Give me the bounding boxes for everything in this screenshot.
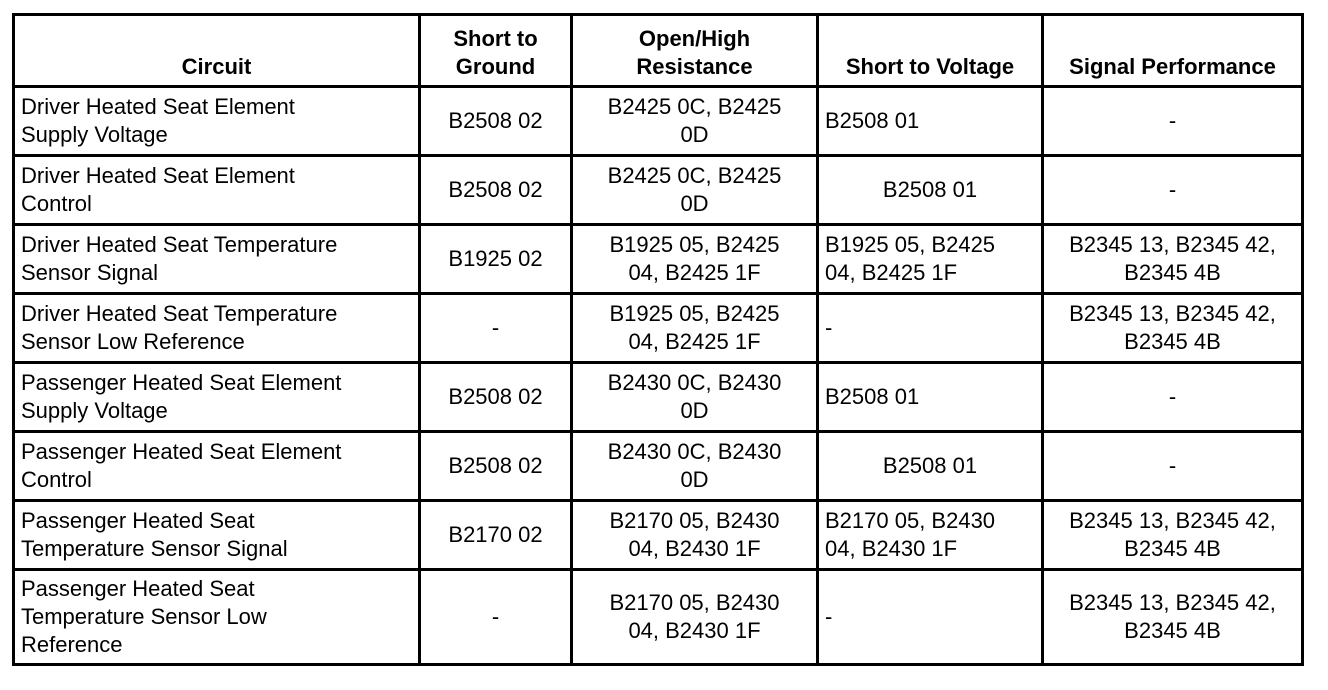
signal-performance-cell: - (1043, 156, 1303, 225)
dtc-circuit-table (12, 13, 1304, 666)
short-to-ground-cell: - (420, 294, 572, 363)
table-row (14, 570, 1303, 665)
table-row (14, 87, 1303, 156)
table-row (14, 156, 1303, 225)
signal-performance-cell: B2345 13, B2345 42, B2345 4B (1043, 225, 1303, 294)
short-to-voltage-cell: B2170 05, B2430 04, B2430 1F (818, 501, 1043, 570)
signal-performance-cell: B2345 13, B2345 42, B2345 4B (1043, 501, 1303, 570)
short-to-voltage-cell: - (818, 570, 1043, 665)
short-to-ground-cell: B2508 02 (420, 156, 572, 225)
header-short-to-ground: Short to Ground (420, 15, 572, 87)
circuit-cell: Passenger Heated Seat Temperature Sensor Signal (14, 501, 420, 570)
open-high-resistance-cell: B2170 05, B2430 04, B2430 1F (572, 570, 818, 665)
open-high-resistance-cell: B2425 0C, B2425 0D (572, 87, 818, 156)
open-high-resistance-cell: B1925 05, B2425 04, B2425 1F (572, 225, 818, 294)
short-to-ground-cell: B2508 02 (420, 432, 572, 501)
table-row (14, 225, 1303, 294)
circuit-cell: Driver Heated Seat Temperature Sensor Signal (14, 225, 420, 294)
header-open-high-resistance: Open/High Resistance (572, 15, 818, 87)
open-high-resistance-cell: B1925 05, B2425 04, B2425 1F (572, 294, 818, 363)
header-short-to-voltage: Short to Voltage (818, 15, 1043, 87)
short-to-voltage-cell: B2508 01 (818, 87, 1043, 156)
circuit-cell: Driver Heated Seat Temperature Sensor Low Reference (14, 294, 420, 363)
open-high-resistance-cell: B2170 05, B2430 04, B2430 1F (572, 501, 818, 570)
short-to-ground-cell: B2508 02 (420, 363, 572, 432)
open-high-resistance-cell: B2430 0C, B2430 0D (572, 432, 818, 501)
short-to-voltage-cell: B1925 05, B2425 04, B2425 1F (818, 225, 1043, 294)
circuit-cell: Passenger Heated Seat Element Control (14, 432, 420, 501)
signal-performance-cell: - (1043, 87, 1303, 156)
open-high-resistance-cell: B2425 0C, B2425 0D (572, 156, 818, 225)
short-to-voltage-cell: B2508 01 (818, 432, 1043, 501)
header-circuit: Circuit (14, 15, 420, 87)
table-header-row (14, 15, 1303, 87)
short-to-voltage-cell: B2508 01 (818, 363, 1043, 432)
table-row (14, 432, 1303, 501)
circuit-cell: Passenger Heated Seat Temperature Sensor Low Reference (14, 570, 420, 665)
short-to-ground-cell: - (420, 570, 572, 665)
short-to-voltage-cell: - (818, 294, 1043, 363)
open-high-resistance-cell: B2430 0C, B2430 0D (572, 363, 818, 432)
signal-performance-cell: B2345 13, B2345 42, B2345 4B (1043, 294, 1303, 363)
table-row (14, 363, 1303, 432)
short-to-voltage-cell: B2508 01 (818, 156, 1043, 225)
signal-performance-cell: - (1043, 363, 1303, 432)
table-row (14, 294, 1303, 363)
circuit-cell: Driver Heated Seat Element Control (14, 156, 420, 225)
signal-performance-cell: - (1043, 432, 1303, 501)
table-row (14, 501, 1303, 570)
signal-performance-cell: B2345 13, B2345 42, B2345 4B (1043, 570, 1303, 665)
header-signal-performance: Signal Performance (1043, 15, 1303, 87)
circuit-cell: Passenger Heated Seat Element Supply Voltage (14, 363, 420, 432)
short-to-ground-cell: B2170 02 (420, 501, 572, 570)
short-to-ground-cell: B1925 02 (420, 225, 572, 294)
short-to-ground-cell: B2508 02 (420, 87, 572, 156)
circuit-cell: Driver Heated Seat Element Supply Voltage (14, 87, 420, 156)
